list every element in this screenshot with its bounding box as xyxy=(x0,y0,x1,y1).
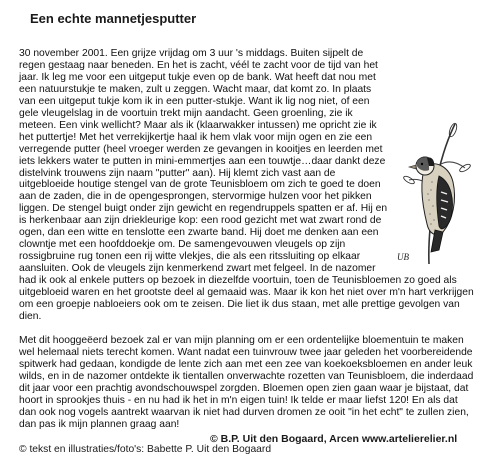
article-body xyxy=(19,48,477,443)
article-paragraph: 30 november 2001. Een grijze vrijdag om 3 uur 's middags. Buiten sijpelt de regen gestaag naar beneden. En het is zacht, véél te zacht voor de tijd van het jaar. Ik leg me voor een uitgeput tukje even op de bank. Wat heeft dat nou met een natuurstukje te maken, zult u zeggen. Wacht maar, dat komt zo. In plaats van een uitgeput tukje kom ik in een putter-stukje. Want ik lig nog niet, of een gele vleugelslag in de voortuin trekt mijn aandacht. Geen groenling, zie ik meteen. Een vink wellicht? Maar als ik (klaarwakker intussen) me opricht zie ik het puttertje! Met het verrekijkertje haal ik hem vlak voor mijn ogen en zie een verregende putter (heel vroeger werden ze gevangen in kooitjes en leerden met iets lekkers water te putten in mini-emmertjes aan een touwtje…daar dankt deze distelvink trouwens zijn naam "putter" aan). Hij klemt zich vast aan de uitgebloeide houtige stengel van de grote Teunisbloem om zich te goed te doen aan de zaden, die in de opengesprongen, stervormige hulzen voor het pikken liggen. De stengel buigt onder zijn gewicht en regendruppels spatten er af. Hij en is herkenbaar aan zijn driekleurige kop: een rood gezicht met wat zwart rond de ogen, dan een witte en tenslotte een zwarte band. Hij doet me denken aan een clowntje met een hoofddoekje om. De samengevouwen vleugels op zijn rossigbruine rug tonen een rij witte vlekjes, die als een ritssluiting op elkaar aansluiten. Ook de vleugels zijn kenmerkend zwart met felgeel. In de nazomer had ik ook al enkele putters op bezoek in diezelfde voortuin, toen de Teunisbloemen zo goed als uitgebloeid waren en het grootste deel al gemaaid was. Maar ik kon het niet over m'n hart verkrijgen om een groepje nabloeiers ook om te zeisen. Die liet ik dus staan, met alle prettige gevolgen van dien. xyxy=(19,48,474,322)
article-paragraph: Met dit hooggeëerd bezoek zal er van mijn planning om er een ordentelijke bloementuin te maken wel helemaal niets terecht komen. Want nadat een tuinvrouw twee jaar geleden het voorbereidende spitwerk had gedaan, kondigde de lente zich aan met een zee van koekoeksbloemen en ander leuk wilds, en in de nazomer ontdekte ik tientallen onverwachte rozetten van Teunisbloem, die inderdaad dit jaar voor een prachtig avondschouwspel zorgden. Bloemen open zien gaan waar je bijstaat, dat hoort in sprookjes thuis - en nu had ik het in m'n eigen tuin! Ik telde er maar liefst 120! En als dat dan ook nog vogels aantrekt waarvan ik niet had durven dromen ze ooit "in het echt" te zullen zien, dan pas ik mijn plannen graag aan! xyxy=(19,334,474,430)
copyright-line: © B.P. Uit den Bogaard, Arcen www.artelierelier.nl xyxy=(210,433,458,445)
goldfinch-drawing xyxy=(395,120,477,264)
credit-line: © tekst en illustraties/foto's: Babette P. Uit den Bogaard xyxy=(19,444,272,455)
illustration-signature: UB xyxy=(397,252,409,262)
goldfinch-illustration xyxy=(395,120,477,264)
article-title: Een echte mannetjesputter xyxy=(30,11,197,26)
